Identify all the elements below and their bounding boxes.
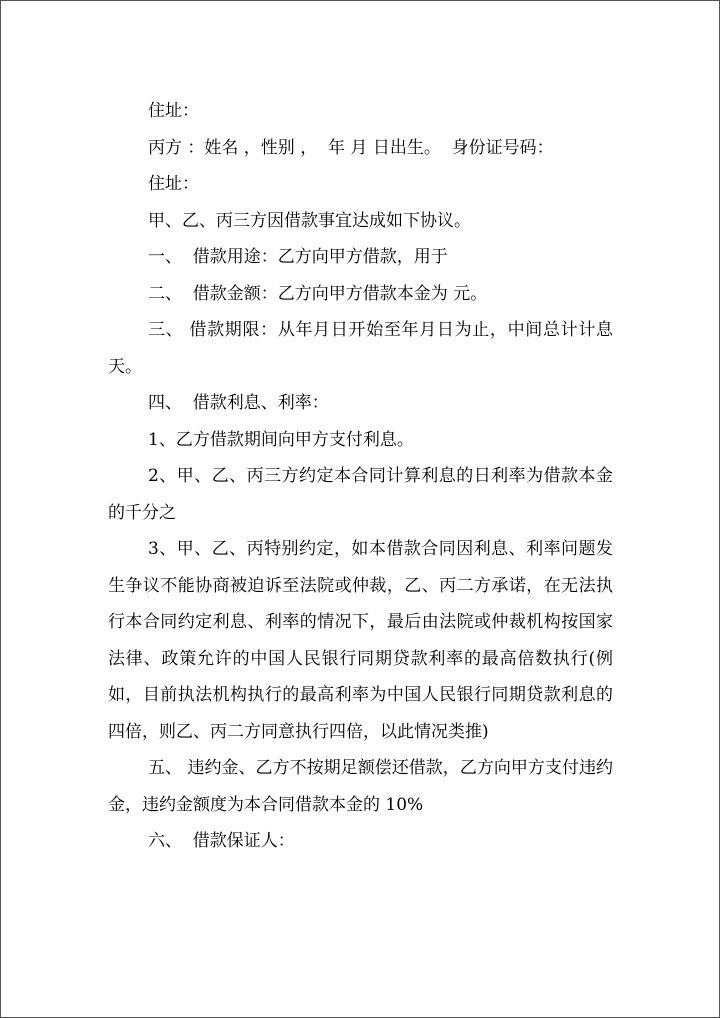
clause-loan-term: 三、 借款期限：从年月日开始至年月日为止，中间总计计息 天。	[108, 320, 619, 377]
document-body	[108, 93, 619, 860]
party-c-info: 丙方 ：姓名 ，性别 ， 年 月 日出生。 身份证号码：	[148, 137, 554, 158]
clause-interest-1: 1、乙方借款期间向甲方支付利息。	[148, 429, 414, 450]
agreement-intro: 甲、乙、丙三方因借款事宜达成如下协议。	[148, 210, 471, 231]
clause-loan-amount: 二、 借款金额：乙方向甲方借款本金为 元。	[148, 283, 488, 304]
clause-interest-3: 3、甲、乙、丙特别约定，如本借款合同因利息、利率问题发生争议不能协商被迫诉至法院或仲裁，乙、丙二方承诺，在无法执行本合同约定利息、利率的情况下，最后由法院或仲裁机构按国家法律、政策允许的中国人民银行同期贷款利率的最高倍数执行(例如，目前执法机构执行的最高利率为中国人民银行同期贷款利息的四倍，则乙、丙二方同意执行四倍，以此情况类推)	[108, 539, 613, 742]
clause-interest-2: 2、甲、乙、丙三方约定本合同计算利息的日利率为借款本金的千分之	[108, 466, 613, 523]
clause-guarantor: 六、 借款保证人：	[148, 831, 295, 851]
clause-loan-purpose: 一、 借款用途：乙方向甲方借款，用于	[148, 247, 448, 267]
address-line-2: 住址：	[148, 174, 199, 194]
clause-interest-heading: 四、 借款利息、利率：	[148, 393, 329, 413]
address-line-1: 住址：	[148, 101, 199, 121]
clause-penalty: 五、 违约金、乙方不按期足额偿还借款，乙方向甲方支付违约金，违约金额度为本合同借款本金的 10%	[108, 758, 613, 815]
